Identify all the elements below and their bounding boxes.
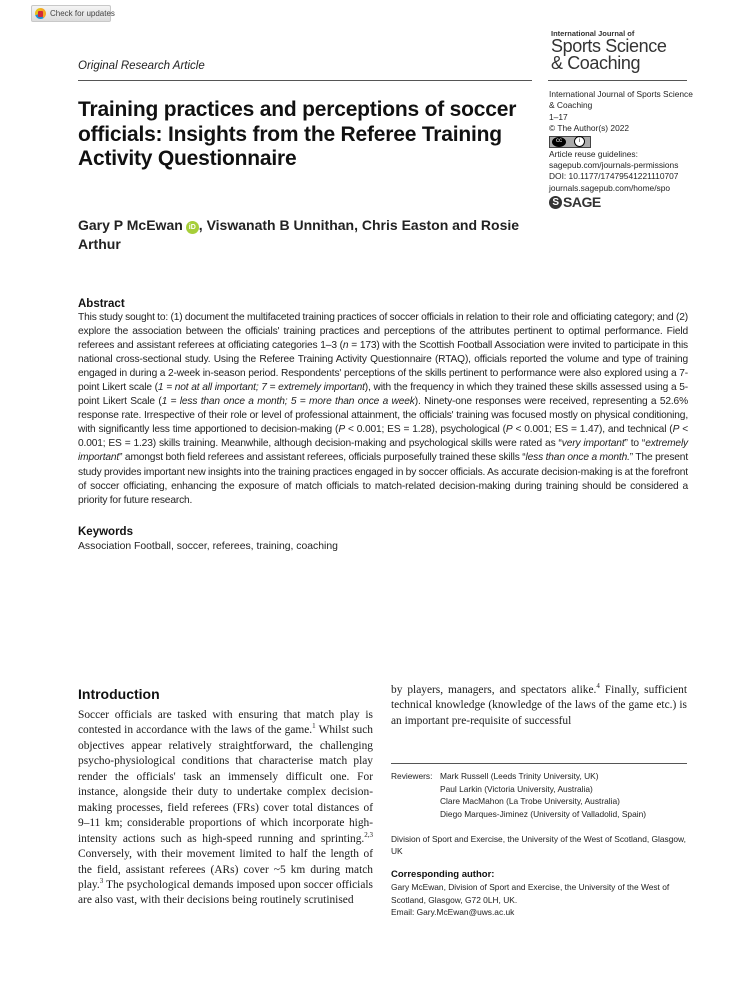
abstract-segment: < 0.001; ES = 1.47), and technical ( — [512, 424, 673, 436]
header-divider — [78, 80, 532, 81]
body-text: Finally, sufficient technical knowledge (knowledge of the laws of the game etc.) is an important pre-requisite of successful — [391, 684, 687, 727]
page-range: 1–17 — [549, 111, 568, 122]
doi-link[interactable]: DOI: 10.1177/17479541221110707 — [549, 171, 679, 182]
logo-divider — [548, 80, 687, 81]
title-block — [78, 98, 533, 254]
logo-line-1: Sports Science — [551, 36, 667, 56]
body-text: by players, managers, and spectators alike. — [391, 684, 597, 696]
permissions-link[interactable]: sagepub.com/journals-permissions — [549, 160, 679, 171]
email-link[interactable]: Gary.McEwan@uws.ac.uk — [416, 906, 515, 917]
reviewer-item: Paul Larkin (Victoria University, Australia) — [440, 783, 593, 794]
citation-link[interactable]: 1 — [312, 722, 316, 731]
body-column-right — [391, 683, 687, 729]
copyright: © The Author(s) 2022 — [549, 122, 630, 133]
cc-by-license-badge[interactable] — [549, 136, 591, 148]
cc-icon: cc — [552, 137, 566, 147]
citation-link[interactable]: 4 — [596, 682, 600, 691]
abstract-segment: ” amongst both field referees and assistant referees, officials purposefully trained these skills “ — [119, 452, 526, 464]
author-rest: , Viswanath B Unnithan, Chris Easton and Rosie Arthur — [78, 216, 520, 252]
abstract-segment: ” to “ — [624, 438, 646, 450]
abstract-scale-7: 1 = not at all important; 7 = extremely important — [157, 382, 365, 394]
abstract-emph: extremely important — [78, 438, 688, 464]
author-first: Gary P McEwan — [78, 216, 183, 233]
abstract-segment: ). Ninety-one responses were received, representing a 52.6% response rate. Irrespective of their role or level of professional attainment, the officials' training was focused mostly on physical conditioning, with significantly less time apportioned to decision-making ( — [78, 396, 688, 436]
footnote-block — [391, 833, 691, 918]
abstract-segment: < 0.001; ES = 1.28), psychological ( — [344, 424, 506, 436]
footnote-divider — [391, 763, 687, 764]
sage-logo — [549, 193, 709, 210]
sage-wordmark: SAGE — [563, 193, 601, 210]
keywords-text: Association Football, soccer, referees, training, coaching — [78, 540, 338, 552]
logo-line-2: & Coaching — [551, 53, 641, 73]
abstract-heading: Abstract — [78, 298, 125, 310]
citation-link[interactable]: 3 — [99, 877, 104, 886]
check-for-updates-button[interactable] — [31, 5, 115, 22]
body-text: Soccer officials are tasked with ensuring that match play is contested in accordance with the laws of the game. — [78, 709, 373, 737]
journal-name-line-1: International Journal of Sports Science — [549, 89, 693, 99]
body-text: The psychological demands imposed upon soccer officials are also vast, with their decisions being routinely scrutinised — [78, 878, 373, 907]
check-for-updates-label: Check for updates — [50, 9, 115, 18]
abstract-scale-5: 1 = less than once a month; 5 = more than once a week — [161, 396, 415, 408]
citation-link[interactable]: 2,3 — [364, 830, 373, 839]
corresponding-author-heading: Corresponding author: — [391, 869, 495, 881]
journal-meta — [549, 89, 709, 209]
crossmark-icon — [35, 8, 46, 19]
keywords-heading: Keywords — [78, 525, 133, 538]
body-text: Conversely, with their movement limited to half the length of the field, assistant referees (ARs) cover ~5 km during match play. — [78, 848, 373, 891]
reviewers-list — [440, 770, 690, 820]
reviewer-item: Mark Russell (Leeds Trinity University, UK) — [440, 771, 599, 781]
journal-name-line-2: & Coaching — [549, 100, 593, 111]
author-affiliation: Division of Sport and Exercise, the University of the West of Scotland, Glasgow, UK — [391, 834, 686, 857]
abstract-emph: very important — [561, 438, 625, 450]
abstract-segment: = 173) with the Scottish Football Association were invited to participate in this national cross-sectional study. Using the Referee Training Activity Questionnaire (RTAQ), officials reported the volume and type of training engaged in during a 2-week in-season period. Respondents' perceptions of the skills pertinent to performance were also explored using a 7-point Likert scale ( — [78, 340, 688, 394]
abstract-block — [78, 297, 688, 554]
sage-icon: S — [549, 196, 562, 209]
abstract-segment: ), with the frequency in which they trained these skills assessed using a 5-point Likert Scale ( — [78, 382, 688, 408]
article-type: Original Research Article — [78, 60, 205, 72]
abstract-segment: This study sought to: (1) document the multifaceted training practices of soccer officials in relation to their role and officiating category; and (2) explore the association between the officials' training practices and perceptions of the attributes pertinent to optimal performance. Field referees and assistant referees at officiating categories 1–3 ( — [78, 312, 688, 352]
reuse-guidelines-label: Article reuse guidelines: — [549, 148, 638, 159]
abstract-var-n: n — [342, 340, 349, 352]
body-text: Whilst such objectives appear relatively straightforward, the challenging psycho-physiological conditions that characterise match play render the officials' task an immensely difficult one. For instance, alongside their duty to undertake complex decision-making processes, field referees (FRs) cover total distances of 9–11 km; considerable proportions of which incorporate high-intensity actions such as high-speed running and sprinting. — [78, 724, 373, 845]
abstract-segment: ” The present study provides important new insights into the training practices engaged in by soccer officials. As accurate decision-making is at the forefront of soccer officiating, enhancing the exposure of match officials to match-related decision-making during training should be considered a priority for future research. — [78, 452, 688, 506]
author-list — [78, 216, 533, 254]
orcid-icon[interactable]: iD — [186, 221, 199, 234]
abstract-emph: less than once a month. — [525, 452, 630, 464]
logo-small-text: International Journal of — [551, 29, 635, 38]
abstract-var-p: P — [338, 424, 345, 436]
journal-home-link[interactable]: journals.sagepub.com/home/spo — [549, 182, 671, 193]
introduction-heading: Introduction — [78, 686, 160, 702]
abstract-segment: < 0.001; ES = 1.23) skills training. Meanwhile, although decision-making and psychological skills were rated as “ — [78, 424, 689, 450]
reviewers-label: Reviewers: — [391, 771, 433, 781]
reviewer-item: Clare MacMahon (La Trobe University, Australia) — [440, 796, 620, 807]
abstract-text — [78, 311, 688, 508]
abstract-var-p: P — [505, 424, 513, 436]
article-title: Training practices and perceptions of soccer officials: Insights from the Referee Training Activity Questionnaire — [78, 98, 517, 170]
corresponding-address: Gary McEwan, Division of Sport and Exercise, the University of the West of Scotland, Glasgow, G72 0LH, UK. — [391, 882, 670, 905]
journal-logo — [551, 29, 701, 72]
attribution-icon: i — [574, 136, 585, 147]
email-label: Email: — [391, 906, 417, 917]
body-column-left — [78, 708, 373, 909]
reviewer-item: Diego Marques-Jiminez (University of Valladolid, Spain) — [440, 808, 647, 819]
abstract-var-p: P — [672, 424, 680, 436]
